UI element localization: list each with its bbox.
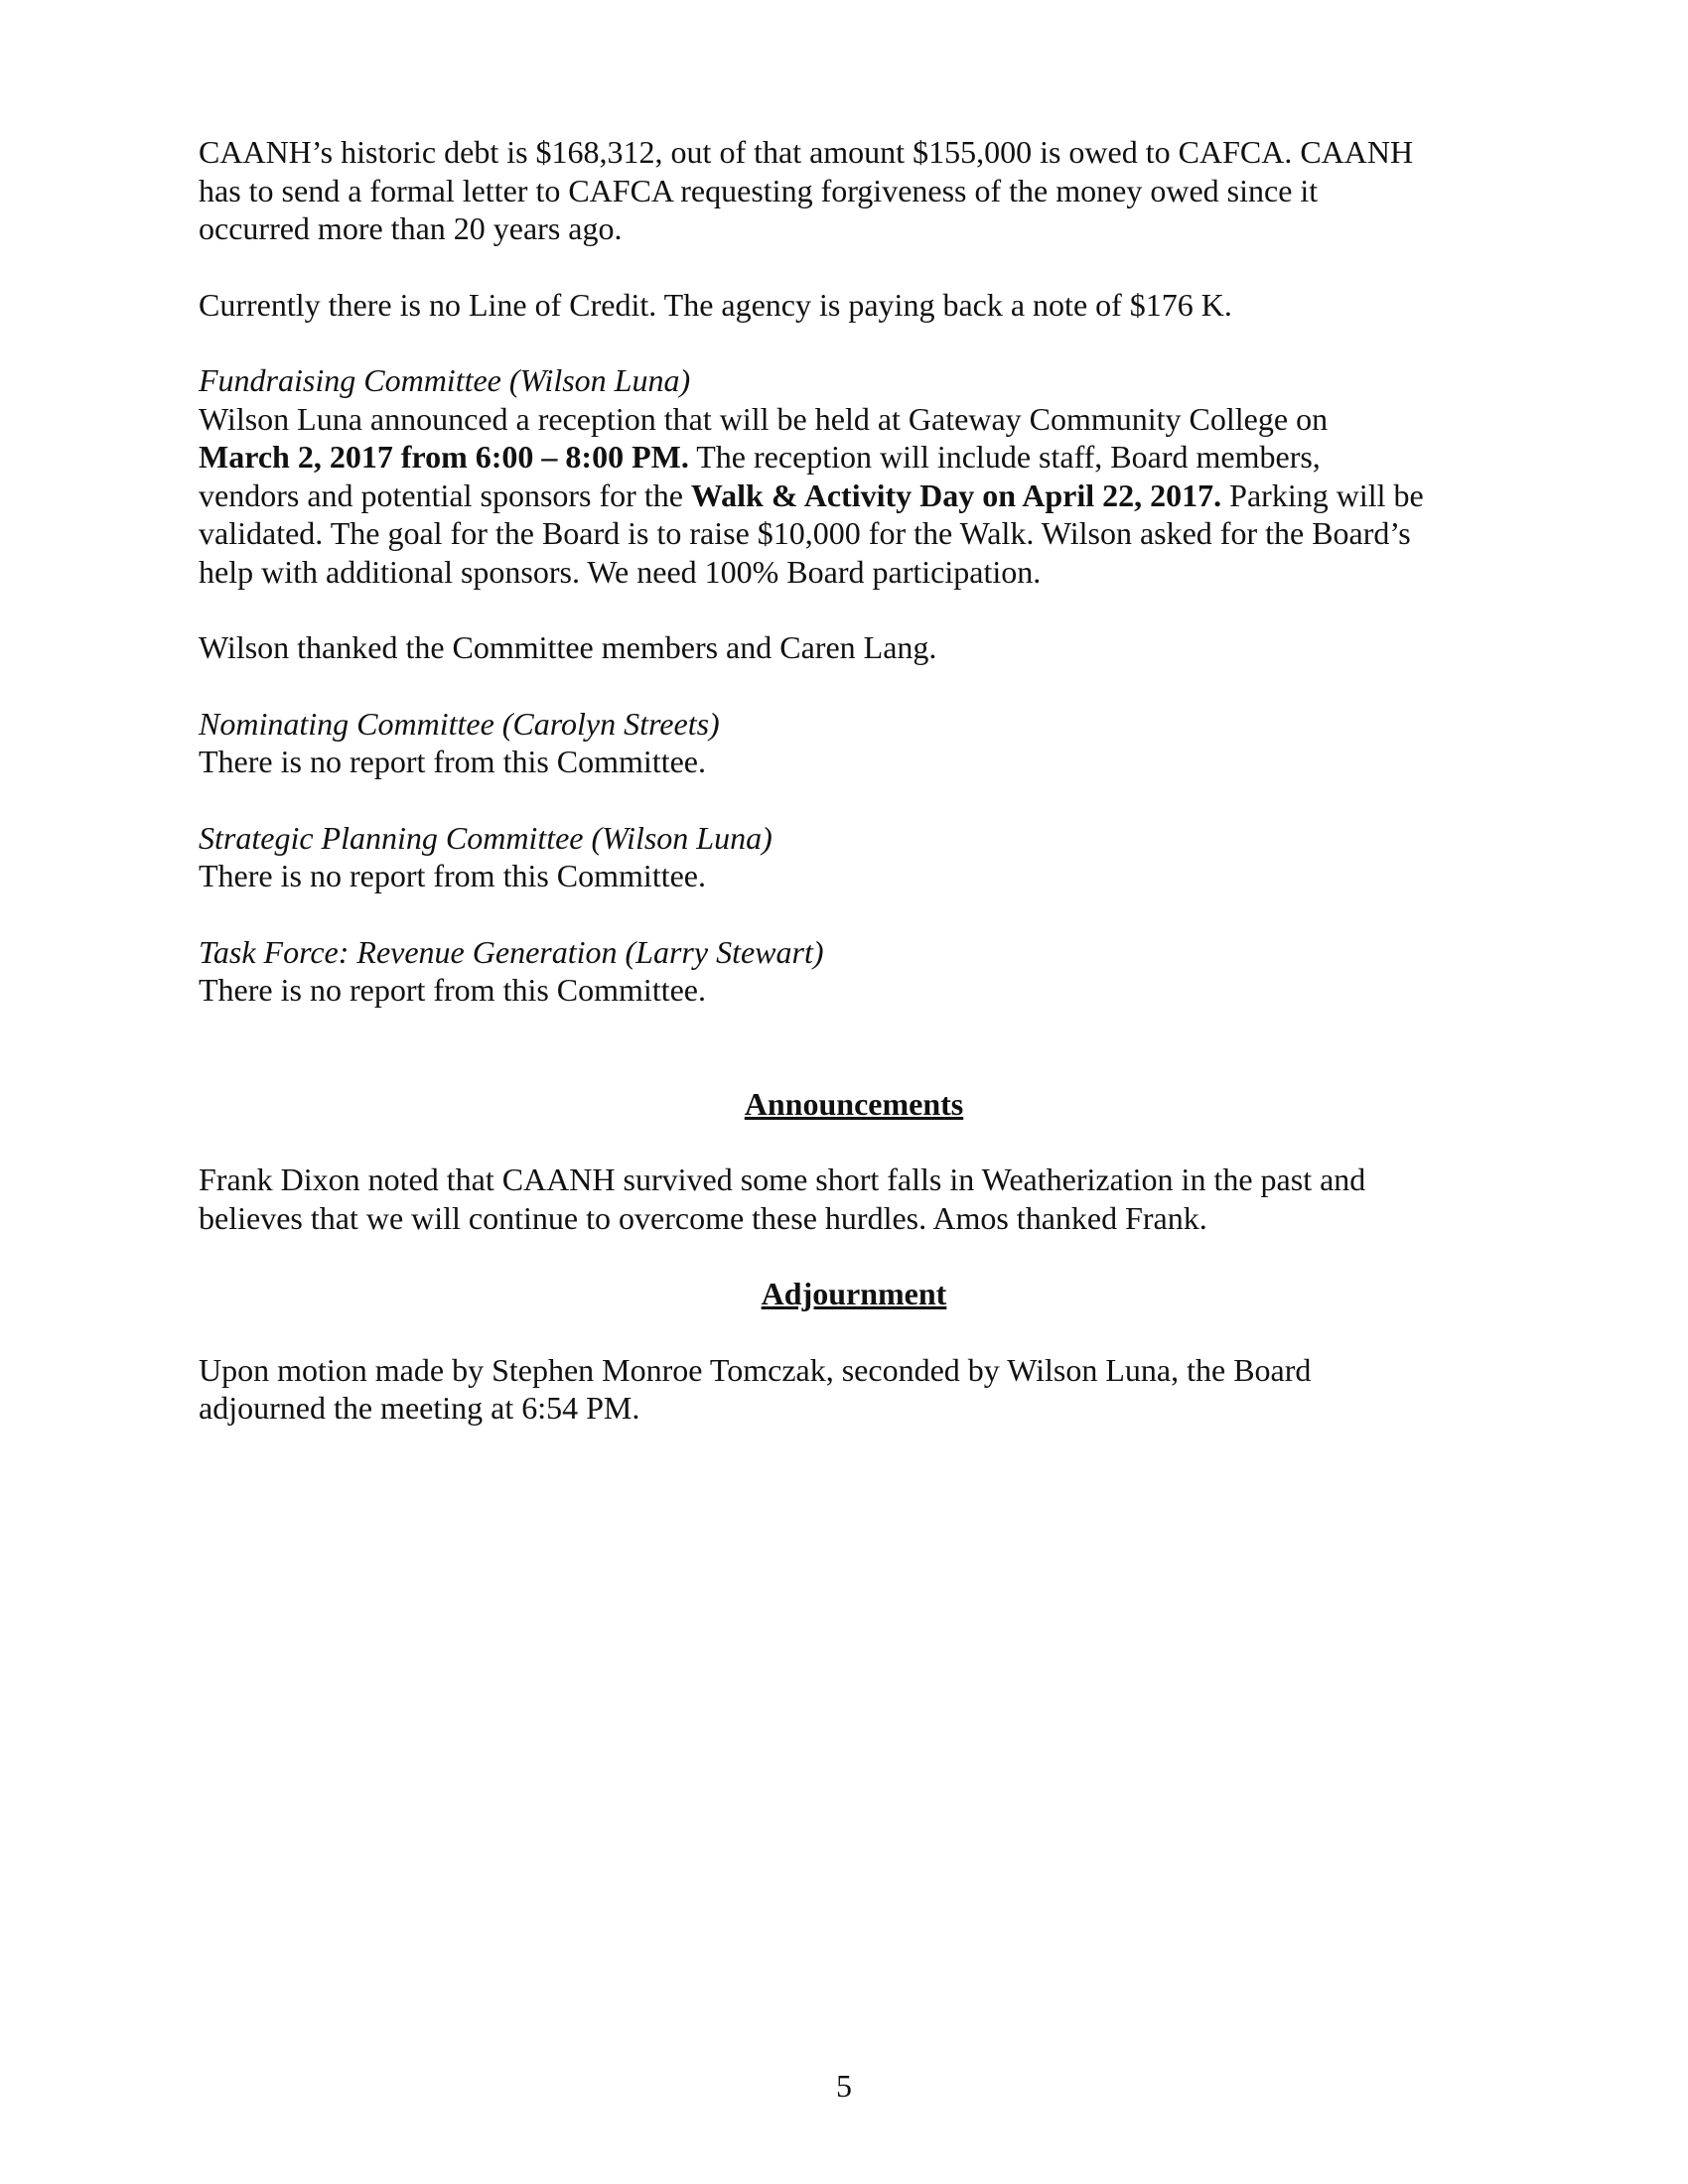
- adjournment-paragraph: [199, 1351, 1509, 1428]
- taskforce-line-1: There is no report from this Committee.: [199, 972, 706, 1008]
- strategic-line-1: There is no report from this Committee.: [199, 858, 706, 893]
- fundraising-line-2-rest: The reception will include staff, Board members,: [688, 439, 1321, 475]
- adjournment-title: Adjournment: [761, 1276, 947, 1311]
- announcements-paragraph: [199, 1160, 1509, 1237]
- debt-line-2: has to send a formal letter to CAFCA requesting forgiveness of the money owed since it: [199, 172, 1319, 208]
- fundraising-line-3-end: Parking will be: [1221, 477, 1424, 513]
- debt-line-3: occurred more than 20 years ago.: [199, 210, 623, 246]
- fundraising-section: [199, 361, 1509, 591]
- debt-paragraph: [199, 133, 1509, 248]
- taskforce-section: [199, 933, 1509, 1010]
- adjournment-line-1: Upon motion made by Stephen Monroe Tomczak, seconded by Wilson Luna, the Board: [199, 1351, 1312, 1388]
- fundraising-line-3-start: vendors and potential sponsors for the: [199, 477, 691, 513]
- walk-date-bold: Walk & Activity Day on April 22, 2017.: [690, 477, 1222, 513]
- announcements-line-1: Frank Dixon noted that CAANH survived some short falls in Weatherization in the past and: [199, 1161, 1366, 1197]
- nominating-section: [199, 705, 1509, 781]
- fundraising-line-5: help with additional sponsors. We need 100% Board participation.: [199, 553, 1042, 590]
- debt-line-1: CAANH’s historic debt is $168,312, out of that amount $155,000 is owed to CAFCA. CAANH: [199, 134, 1414, 170]
- nominating-heading: Nominating Committee (Carolyn Streets): [199, 705, 720, 742]
- section-spacer: [199, 1047, 1509, 1085]
- thanks-line-1: Wilson thanked the Committee members and Caren Lang.: [199, 629, 937, 665]
- credit-paragraph: [199, 286, 1509, 325]
- document-body: [199, 133, 1509, 1465]
- fundraising-heading: Fundraising Committee (Wilson Luna): [199, 362, 691, 398]
- credit-line-1: Currently there is no Line of Credit. The agency is paying back a note of $176 K.: [199, 286, 1232, 323]
- page-number: 5: [836, 2068, 852, 2104]
- announcements-line-2: believes that we will continue to overcome these hurdles. Amos thanked Frank.: [199, 1199, 1207, 1236]
- nominating-line-1: There is no report from this Committee.: [199, 744, 706, 779]
- fundraising-line-4: validated. The goal for the Board is to raise $10,000 for the Walk. Wilson asked for the Board’s: [199, 515, 1411, 551]
- fundraising-line-2: [199, 438, 1509, 477]
- announcements-title: Announcements: [744, 1085, 964, 1122]
- thanks-paragraph: [199, 628, 1509, 667]
- taskforce-heading: Task Force: Revenue Generation (Larry Stewart): [199, 933, 824, 970]
- fundraising-line-1: Wilson Luna announced a reception that will be held at Gateway Community College on: [199, 400, 1329, 437]
- strategic-section: [199, 819, 1509, 895]
- adjournment-line-2: adjourned the meeting at 6:54 PM.: [199, 1390, 640, 1426]
- fundraising-line-3: [199, 477, 1509, 515]
- strategic-heading: Strategic Planning Committee (Wilson Luna): [199, 819, 773, 856]
- reception-date-bold: March 2, 2017 from 6:00 – 8:00 PM.: [199, 439, 689, 475]
